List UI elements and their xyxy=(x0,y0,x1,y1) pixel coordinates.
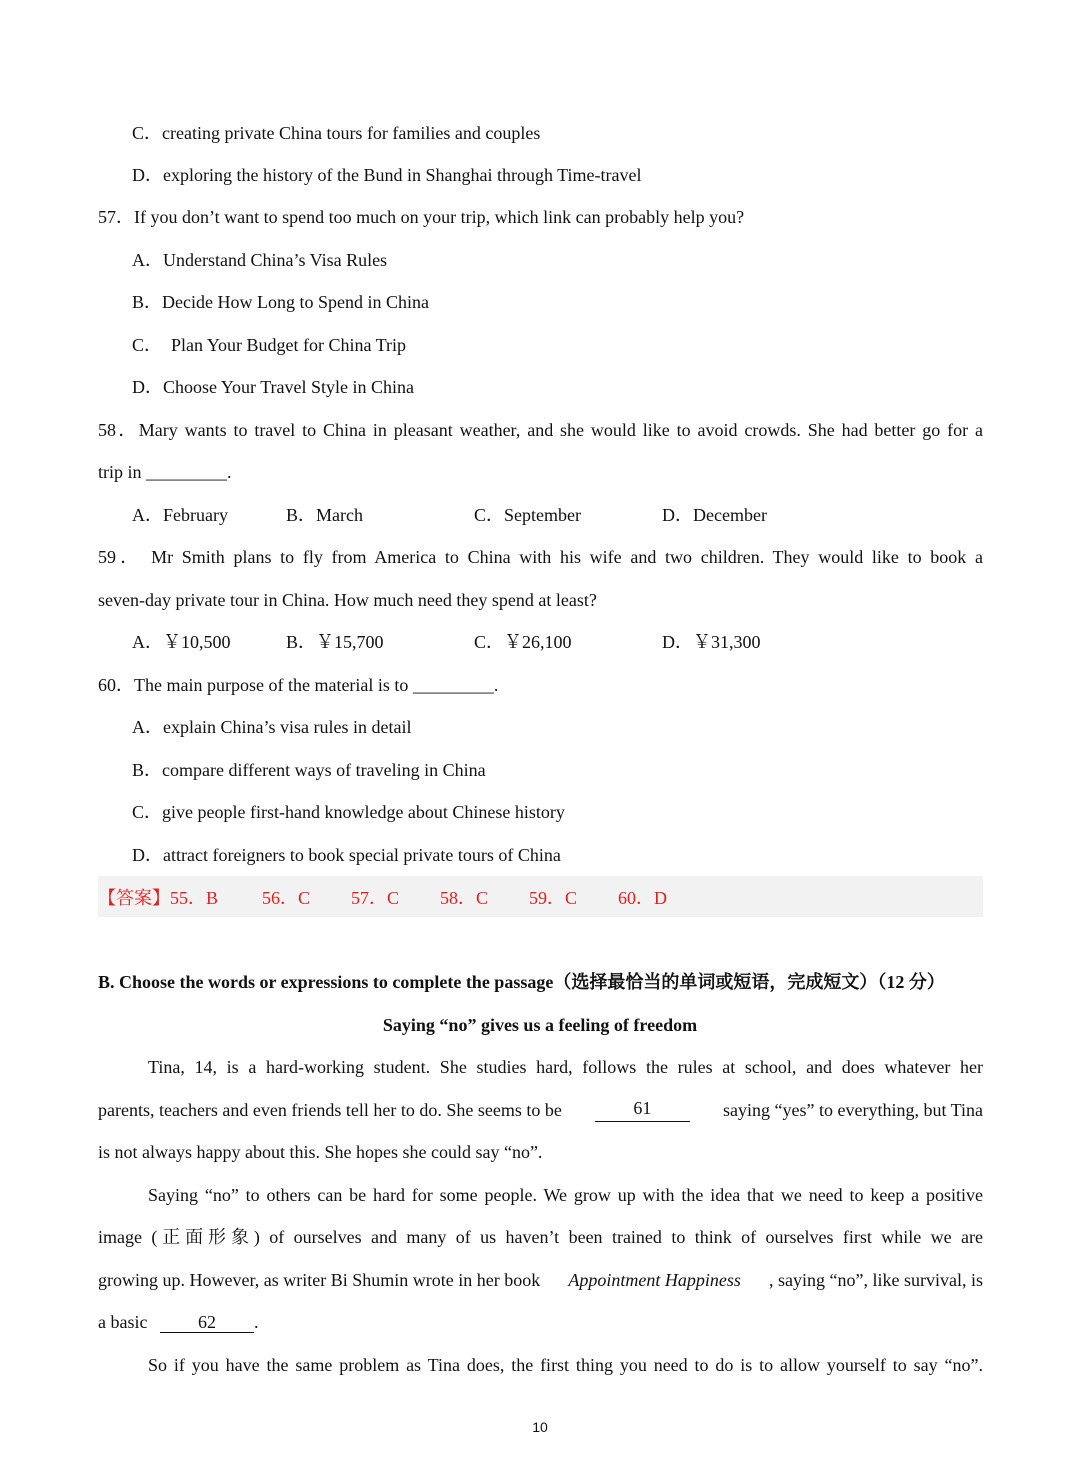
option-57-a: A．Understand China’s Visa Rules xyxy=(132,250,388,270)
option-60-a: A．explain China’s visa rules in detail xyxy=(132,717,412,737)
p2-line4-part-a: a basic xyxy=(98,1312,148,1332)
passage-title: Saying “no” gives us a feeling of freedom xyxy=(382,1015,698,1035)
option-58-d: D．December xyxy=(662,505,767,525)
option-58-a: A．February xyxy=(132,505,228,525)
question-58-stem-line1: 58．Mary wants to travel to China in pleasant weather, and she would like to avoid crowds. She had better go for a xyxy=(98,420,983,440)
option-60-b: B．compare different ways of traveling in China xyxy=(132,760,486,780)
blank-61: 61 xyxy=(595,1098,690,1122)
p2-line3 xyxy=(98,1268,983,1292)
option-60-c: C．give people first-hand knowledge about Chinese history xyxy=(132,802,565,822)
option-59-a: A．￥10,500 xyxy=(132,632,231,652)
option-59-b: B．￥15,700 xyxy=(286,632,384,652)
p2-line4-part-b: . xyxy=(253,1312,259,1332)
answer-58: 58．C xyxy=(440,888,489,908)
section-b-heading: B. Choose the words or expressions to complete the passage（选择最恰当的单词或短语，完成短文）（12 分） xyxy=(98,972,945,992)
question-58-stem-line2: trip in _________. xyxy=(98,462,232,482)
page-number: 10 xyxy=(532,1419,548,1435)
p2-line1: Saying “no” to others can be hard for some people. We grow up with the idea that we need to keep a positive xyxy=(148,1185,983,1205)
answer-key xyxy=(98,876,983,917)
answer-57: 57．C xyxy=(351,888,400,908)
p2-line2: image (正面形象) of ourselves and many of us haven’t been trained to think of ourselves first while we are xyxy=(98,1227,983,1247)
question-59-stem-line2: seven-day private tour in China. How much need they spend at least? xyxy=(98,590,597,610)
answer-key-label: 【答案】55．B xyxy=(98,888,219,908)
option-59-d: D．￥31,300 xyxy=(662,632,761,652)
option-60-d: D．attract foreigners to book special private tours of China xyxy=(132,845,561,865)
option-57-d: D．Choose Your Travel Style in China xyxy=(132,377,415,397)
option-57-c: C． Plan Your Budget for China Trip xyxy=(132,335,407,355)
p1-line2 xyxy=(98,1098,983,1122)
question-60-stem: 60．The main purpose of the material is to _________. xyxy=(98,675,499,695)
option-57-b: B．Decide How Long to Spend in China xyxy=(132,292,429,312)
blank-62: 62 xyxy=(160,1312,254,1333)
p1-line1: Tina, 14, is a hard-working student. She studies hard, follows the rules at school, and does whatever her xyxy=(148,1057,983,1077)
p2-line4 xyxy=(98,1310,258,1334)
p2-line3-part-b: , saying “no”, like survival, is xyxy=(769,1270,983,1290)
answer-56: 56．C xyxy=(262,888,311,908)
p1-line3: is not always happy about this. She hopes she could say “no”. xyxy=(98,1142,543,1162)
p3-line1: So if you have the same problem as Tina does, the first thing you need to do is to allow yourself to say “no”. xyxy=(148,1355,983,1375)
option-56-c: C．creating private China tours for families and couples xyxy=(132,123,541,143)
answer-59: 59．C xyxy=(529,888,578,908)
option-58-c: C．September xyxy=(474,505,581,525)
p2-line3-part-a: growing up. However, as writer Bi Shumin wrote in her book xyxy=(98,1270,541,1290)
option-56-d: D．exploring the history of the Bund in Shanghai through Time-travel xyxy=(132,165,642,185)
p1-line2-part-a: parents, teachers and even friends tell her to do. She seems to be xyxy=(98,1100,562,1120)
option-58-b: B．March xyxy=(286,505,363,525)
answer-60: 60．D xyxy=(618,888,667,908)
question-59-stem-line1: 59． Mr Smith plans to fly from America to China with his wife and two children. They would like to book a xyxy=(98,547,983,567)
question-57-stem: 57．If you don’t want to spend too much on your trip, which link can probably help you? xyxy=(98,207,745,227)
book-title: Appointment Happiness xyxy=(568,1270,741,1290)
option-59-c: C．￥26,100 xyxy=(474,632,572,652)
p1-line2-part-b: saying “yes” to everything, but Tina xyxy=(723,1100,983,1120)
